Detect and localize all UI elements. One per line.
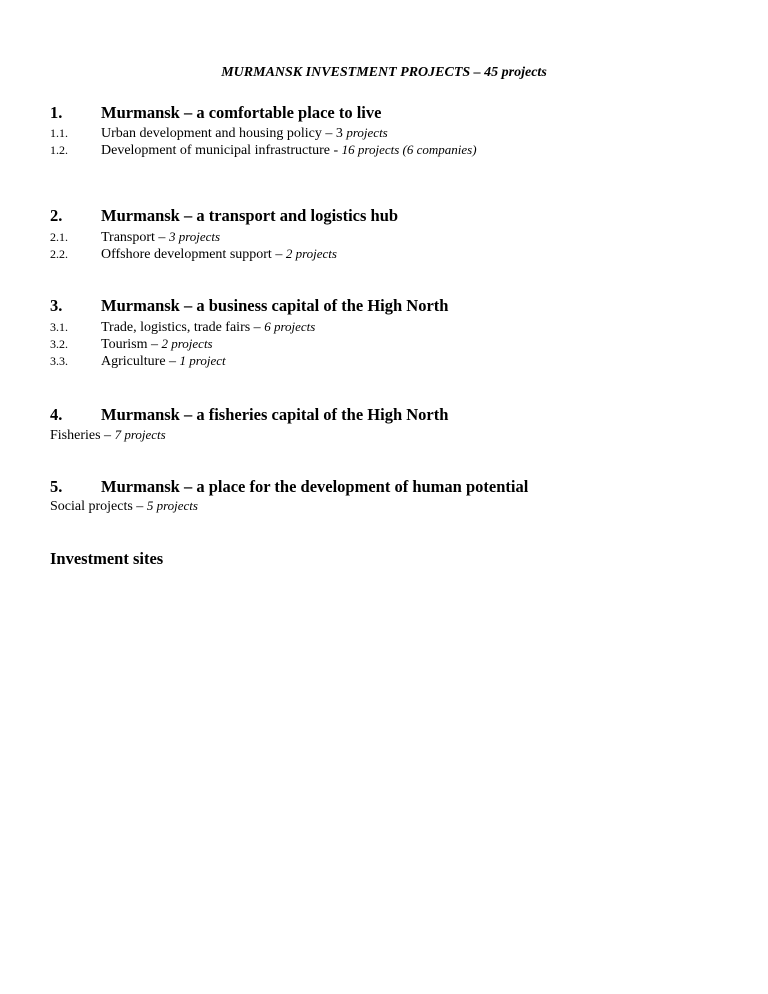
list-item — [50, 245, 337, 263]
item-count: 6 projects — [264, 319, 316, 334]
item-label: Agriculture – — [101, 354, 180, 369]
section-number: 5. — [50, 477, 63, 496]
item-count: 1 project — [179, 353, 226, 368]
item-number: 1.2. — [50, 143, 68, 157]
section-title: Murmansk – a transport and logistics hub — [101, 206, 399, 225]
item-count: 7 projects — [114, 427, 166, 442]
section-title: Murmansk – a place for the development of human potential — [101, 477, 529, 496]
section-number: 1. — [50, 103, 63, 122]
section-5-heading — [50, 477, 528, 497]
section-number: 2. — [50, 206, 63, 225]
investment-sites-heading: Investment sites — [50, 549, 164, 568]
item-number: 2.1. — [50, 230, 68, 244]
item-count: 2 projects — [285, 246, 337, 261]
item-count: 3 projects — [168, 229, 221, 244]
section-2-heading — [50, 206, 398, 226]
item-label: Development of municipal infrastructure - — [101, 143, 342, 158]
document-title: MURMANSK INVESTMENT PROJECTS – 45 projects — [221, 65, 547, 80]
list-item — [50, 228, 220, 246]
item-label: Trade, logistics, trade fairs – — [101, 320, 265, 335]
item-count: 2 projects — [161, 336, 213, 351]
item-number: 3.2. — [50, 337, 68, 351]
list-item — [50, 124, 388, 142]
item-label: Urban development and housing policy – 3 — [101, 126, 347, 141]
section-title: Murmansk – a business capital of the High North — [101, 296, 449, 315]
section-1-heading — [50, 103, 381, 123]
list-item — [50, 318, 315, 336]
item-label: Social projects – — [50, 499, 147, 514]
item-number: 2.2. — [50, 247, 68, 261]
list-item — [50, 335, 213, 353]
item-count: 16 projects (6 companies) — [341, 142, 477, 157]
item-count: 5 projects — [146, 498, 198, 513]
item-number: 3.3. — [50, 354, 68, 368]
item-number: 3.1. — [50, 320, 68, 334]
section-4-heading — [50, 405, 448, 425]
section-title: Murmansk – a fisheries capital of the High North — [101, 405, 449, 424]
section-number: 4. — [50, 405, 63, 424]
section-number: 3. — [50, 296, 63, 315]
list-item — [50, 352, 226, 370]
section-3-heading — [50, 296, 448, 316]
list-item — [50, 141, 477, 159]
list-item — [50, 497, 198, 515]
item-label: Tourism – — [101, 337, 162, 352]
item-number: 1.1. — [50, 126, 68, 140]
section-title: Murmansk – a comfortable place to live — [101, 103, 382, 122]
item-label: Offshore development support – — [101, 247, 286, 262]
item-label: Fisheries – — [50, 428, 115, 443]
item-count: projects — [346, 125, 388, 140]
item-label: Transport – — [101, 230, 169, 245]
list-item — [50, 426, 166, 444]
